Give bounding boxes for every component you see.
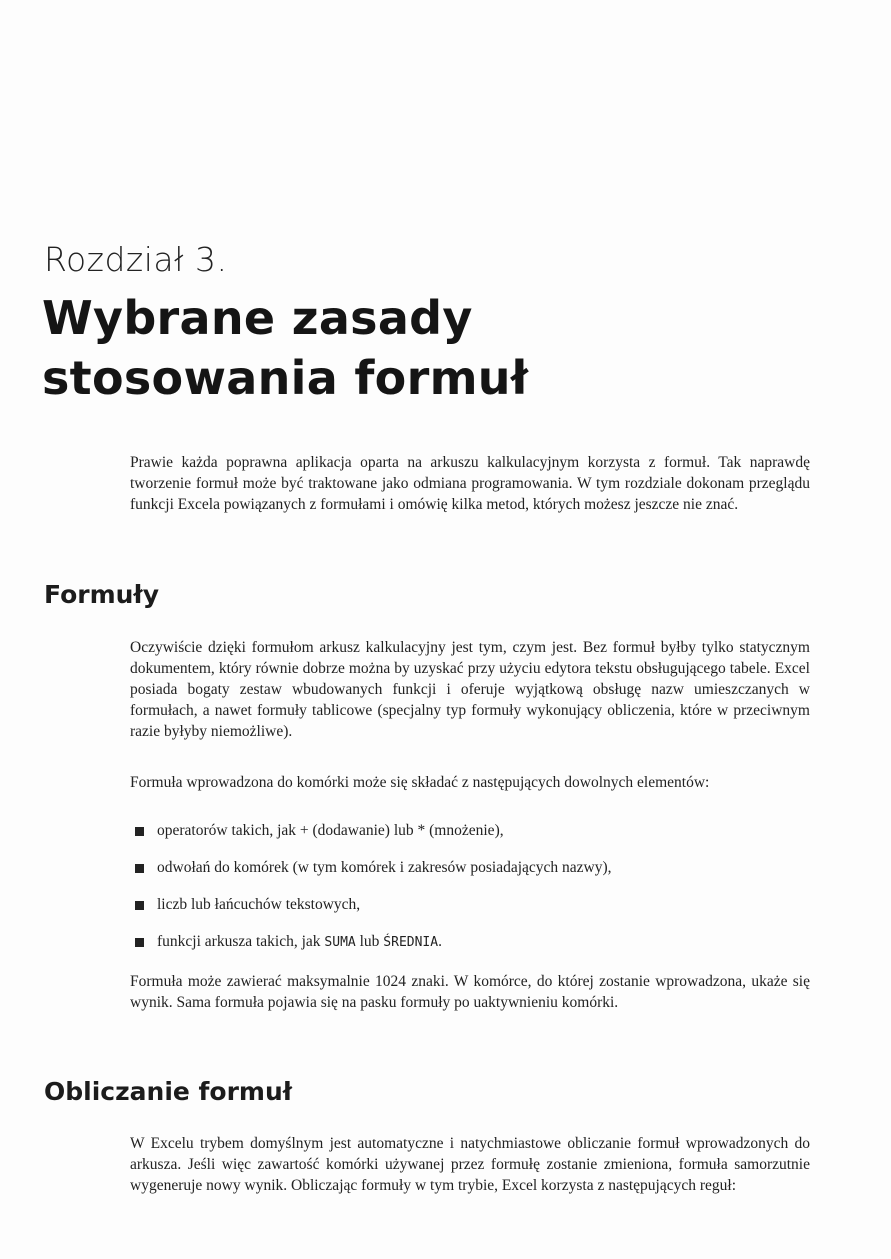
section-heading-obliczanie: Obliczanie formuł [44,1077,293,1106]
list-item-text-suffix: . [438,933,442,950]
section1-paragraph-3: Formuła może zawierać maksymalnie 1024 znaki. W komórce, do której zostanie wprowadzona, ukaże się wynik. Sama formuła pojawia się na pasku formuły po uaktywnieniu komórki. [130,973,810,1011]
chapter-title [42,288,682,408]
square-bullet-icon [135,938,144,947]
intro-paragraph: Prawie każda poprawna aplikacja oparta na arkuszu kalkulacyjnym korzysta z formuł. Tak naprawdę tworzenie formuł może być traktowane jako odmiana programowania. W tym rozdziale dokonam przeglądu funkcji Excela powiązanych z formułami i omówię kilka metod, których możesz jeszcze nie znać. [130,454,810,513]
function-name-suma: SUMA [324,935,356,950]
bullet-list [135,822,815,970]
chapter-title-line-1: Wybrane zasady [42,291,473,345]
square-bullet-icon [135,901,144,910]
list-item-text: odwołań do komórek (w tym komórek i zakresów posiadających nazwy), [157,859,612,876]
list-item-text-mid: lub [355,933,384,950]
chapter-label: Rozdział 3. [44,240,228,279]
list-item-text: liczb lub łańcuchów tekstowych, [157,896,361,913]
section1-paragraph-2: Formuła wprowadzona do komórki może się składać z następujących dowolnych elementów: [130,774,710,791]
list-item-text: operatorów takich, jak + (dodawanie) lub * (mnożenie), [157,822,504,839]
chapter-title-line-2: stosowania formuł [42,351,529,405]
list-item [135,896,815,933]
list-item [135,822,815,859]
list-item [135,933,815,970]
section1-paragraph-1: Oczywiście dzięki formułom arkusz kalkulacyjny jest tym, czym jest. Bez formuł byłby tylko statycznym dokumentem, który równie dobrze można by uzyskać przy użyciu edytora tekstu obsługującego tabele. Excel posiada bogaty zestaw wbudowanych funkcji i oferuje wyjątkową obsługę nazw umieszczanych w formułach, a nawet formuły tablicowe (specjalny typ formuły wykonujący obliczenia, które w przeciwnym razie byłyby niemożliwe). [130,639,810,740]
list-item-text-prefix: funkcji arkusza takich, jak [157,933,325,950]
square-bullet-icon [135,864,144,873]
list-item-text [157,933,442,951]
section-heading-formuly: Formuły [44,580,159,609]
section2-paragraph-1: W Excelu trybem domyślnym jest automatyczne i natychmiastowe obliczanie formuł wprowadzonych do arkusza. Jeśli więc zawartość komórki używanej przez formułę zostanie zmieniona, formuła samorzutnie wygeneruje nowy wynik. Obliczając formuły w tym trybie, Excel korzysta z następujących reguł: [130,1135,810,1194]
list-item [135,859,815,896]
function-name-srednia: ŚREDNIA [383,935,439,950]
square-bullet-icon [135,827,144,836]
